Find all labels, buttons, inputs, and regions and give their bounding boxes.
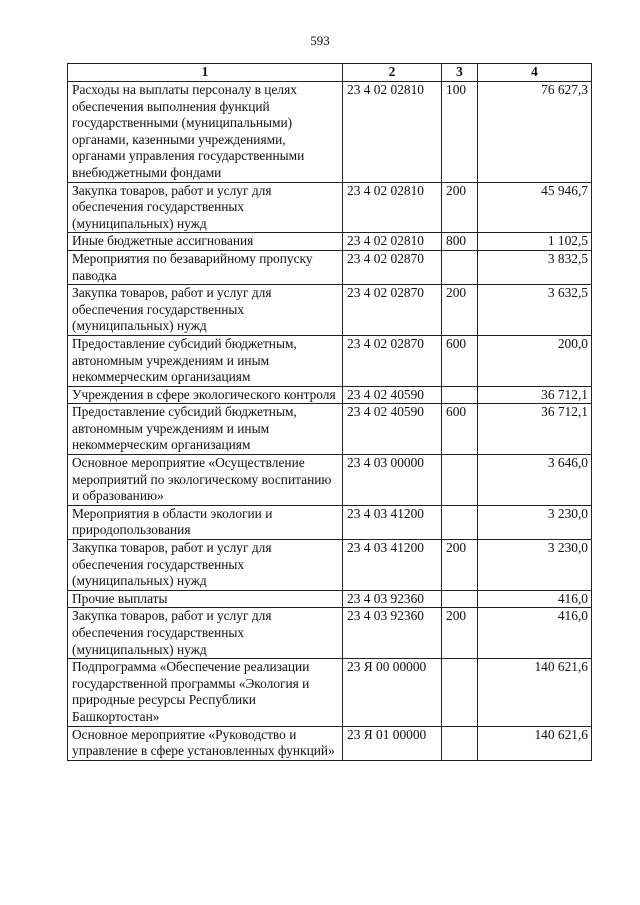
row-name-cell: Подпрограмма «Обеспечение реализации государственной программы «Экология и природные ресурсы Республики Башкортостан» [68, 659, 343, 726]
row-code-cell: 23 Я 01 00000 [343, 726, 442, 760]
row-sum-cell: 200,0 [478, 335, 592, 386]
table-header-row [68, 64, 592, 82]
column-header-type: 3 [442, 64, 478, 82]
table-row [68, 335, 592, 386]
row-code-cell: 23 4 03 92360 [343, 590, 442, 608]
row-code-cell: 23 4 03 41200 [343, 505, 442, 539]
table-row [68, 608, 592, 659]
row-sum-cell: 3 632,5 [478, 285, 592, 336]
row-sum-cell: 140 621,6 [478, 659, 592, 726]
column-header-code: 2 [343, 64, 442, 82]
row-code-cell: 23 4 03 00000 [343, 455, 442, 506]
row-code-cell: 23 4 03 92360 [343, 608, 442, 659]
row-type-cell [442, 505, 478, 539]
row-name-cell: Иные бюджетные ассигнования [68, 233, 343, 251]
row-type-cell: 200 [442, 608, 478, 659]
column-header-name: 1 [68, 64, 343, 82]
row-type-cell [442, 386, 478, 404]
row-sum-cell: 3 230,0 [478, 540, 592, 591]
table-row [68, 659, 592, 726]
row-code-cell: 23 4 02 40590 [343, 404, 442, 455]
row-sum-cell: 3 832,5 [478, 250, 592, 284]
row-sum-cell: 1 102,5 [478, 233, 592, 251]
row-sum-cell: 416,0 [478, 608, 592, 659]
table-row [68, 82, 592, 183]
row-name-cell: Расходы на выплаты персоналу в целях обеспечения выполнения функций государственными (муниципальными) органами, казенными учреждениями, органами управления государственными внебюджетными фондами [68, 82, 343, 183]
row-sum-cell: 3 646,0 [478, 455, 592, 506]
table-row [68, 285, 592, 336]
row-name-cell: Закупка товаров, работ и услуг для обеспечения государственных (муниципальных) нужд [68, 285, 343, 336]
row-sum-cell: 76 627,3 [478, 82, 592, 183]
row-sum-cell: 140 621,6 [478, 726, 592, 760]
row-sum-cell: 416,0 [478, 590, 592, 608]
row-name-cell: Предоставление субсидий бюджетным, автономным учреждениям и иным некоммерческим организациям [68, 404, 343, 455]
row-name-cell: Предоставление субсидий бюджетным, автономным учреждениям и иным некоммерческим организациям [68, 335, 343, 386]
table-row [68, 590, 592, 608]
row-name-cell: Мероприятия в области экологии и природопользования [68, 505, 343, 539]
row-code-cell: 23 4 02 02810 [343, 82, 442, 183]
table-row [68, 726, 592, 760]
row-code-cell: 23 4 02 02870 [343, 285, 442, 336]
table-row [68, 404, 592, 455]
row-type-cell [442, 659, 478, 726]
row-name-cell: Основное мероприятие «Осуществление мероприятий по экологическому воспитанию и образованию» [68, 455, 343, 506]
row-name-cell: Закупка товаров, работ и услуг для обеспечения государственных (муниципальных) нужд [68, 182, 343, 233]
row-type-cell: 100 [442, 82, 478, 183]
page-number: 593 [310, 33, 330, 48]
row-type-cell: 600 [442, 404, 478, 455]
table-row [68, 182, 592, 233]
row-code-cell: 23 4 02 02870 [343, 250, 442, 284]
row-code-cell: 23 Я 00 00000 [343, 659, 442, 726]
row-type-cell: 200 [442, 540, 478, 591]
row-type-cell: 200 [442, 182, 478, 233]
row-type-cell: 200 [442, 285, 478, 336]
row-type-cell: 600 [442, 335, 478, 386]
table-row [68, 540, 592, 591]
row-sum-cell: 36 712,1 [478, 386, 592, 404]
row-name-cell: Прочие выплаты [68, 590, 343, 608]
table-row [68, 386, 592, 404]
table-row [68, 455, 592, 506]
row-name-cell: Мероприятия по безаварийному пропуску паводка [68, 250, 343, 284]
row-code-cell: 23 4 03 41200 [343, 540, 442, 591]
row-name-cell: Основное мероприятие «Руководство и управление в сфере установленных функций» [68, 726, 343, 760]
row-code-cell: 23 4 02 02810 [343, 233, 442, 251]
row-type-cell [442, 455, 478, 506]
row-sum-cell: 36 712,1 [478, 404, 592, 455]
row-type-cell: 800 [442, 233, 478, 251]
row-name-cell: Закупка товаров, работ и услуг для обеспечения государственных (муниципальных) нужд [68, 540, 343, 591]
budget-table [67, 63, 592, 761]
row-type-cell [442, 590, 478, 608]
row-type-cell [442, 726, 478, 760]
row-sum-cell: 45 946,7 [478, 182, 592, 233]
row-type-cell [442, 250, 478, 284]
row-code-cell: 23 4 02 02810 [343, 182, 442, 233]
table-row [68, 250, 592, 284]
row-name-cell: Учреждения в сфере экологического контроля [68, 386, 343, 404]
row-sum-cell: 3 230,0 [478, 505, 592, 539]
table-row [68, 505, 592, 539]
row-name-cell: Закупка товаров, работ и услуг для обеспечения государственных (муниципальных) нужд [68, 608, 343, 659]
column-header-sum: 4 [478, 64, 592, 82]
row-code-cell: 23 4 02 02870 [343, 335, 442, 386]
row-code-cell: 23 4 02 40590 [343, 386, 442, 404]
table-row [68, 233, 592, 251]
